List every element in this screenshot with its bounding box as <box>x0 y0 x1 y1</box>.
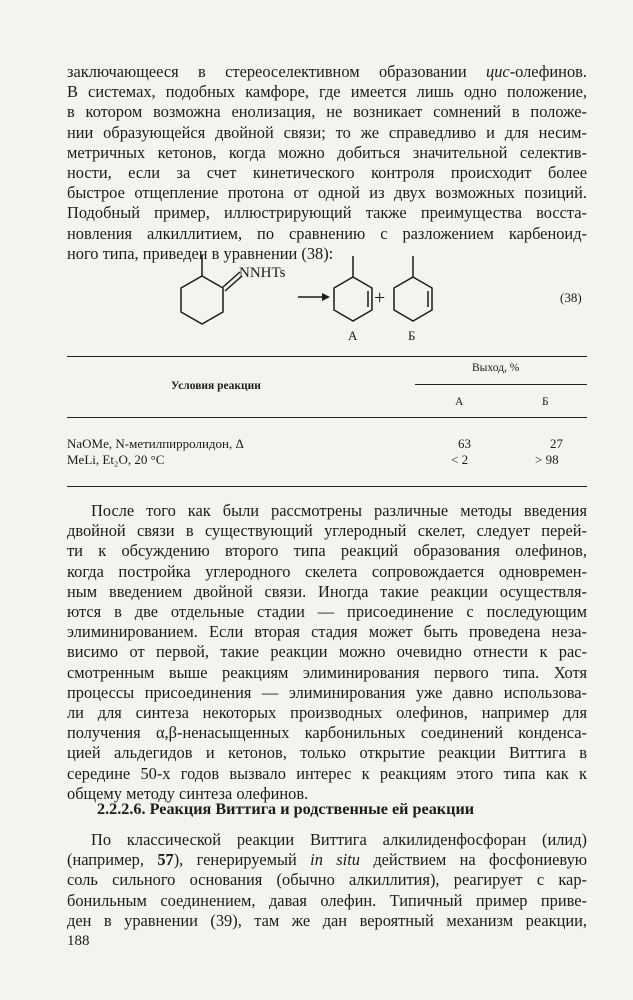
table-top-rule <box>67 356 587 357</box>
row-yield-b: 27 <box>550 436 563 451</box>
text-line: общему методу синтеза олефинов. <box>67 783 309 803</box>
text-line: По классической реакции Виттига алкилиденфосфоран (илид) <box>91 830 587 849</box>
text-line: элиминированием. Если вторая стадия может быть проведена неза- <box>67 622 587 642</box>
yield-header: Выход, % <box>472 362 520 374</box>
row-conditions: MeLi, Et₂O, 20 °C <box>67 452 165 467</box>
text-line: заключающееся в стереоселективном образовании цис-олефинов. <box>67 62 587 81</box>
product-b-label: Б <box>408 328 416 343</box>
text-line: ти к обсуждению второго типа реакций образования олефинов, <box>67 541 587 561</box>
table-row <box>67 452 587 469</box>
section-heading <box>97 800 474 819</box>
table-row <box>67 436 587 453</box>
text-line: когда постройка углеродного скелета сопровождается одновремен- <box>67 561 587 581</box>
paragraph-1 <box>67 62 587 264</box>
text-line: бонильным соединением, давая олефин. Типичный пример приве- <box>67 890 587 910</box>
text-line: соль сильного основания (обычно алкиллития), реагирует с кар- <box>67 870 587 890</box>
text-line: нии образующейся двойной связи; то же справедливо и для несим- <box>67 122 587 142</box>
product-a-label: A <box>348 328 358 343</box>
text-line: ного типа, приведен в уравнении (38): <box>67 243 334 263</box>
text-line: Подобный пример, иллюстрирующий также преимущества восста- <box>67 203 587 223</box>
text-line: метричных кетонов, когда можно добиться значительной селектив- <box>67 142 587 162</box>
product-b-ring <box>394 277 432 321</box>
text-line: ным введением двойной связи. Иногда такие реакции осуществля- <box>67 581 587 601</box>
text-line: середине 50-х годов вызвало интерес к реакциям этого типа как к <box>67 763 587 783</box>
text-line: быстрое отщепление протона от одной из двух возможных позиций. <box>67 183 587 203</box>
row-yield-b: > 98 <box>535 452 559 467</box>
row-conditions: NaOMe, N-метилпирролидон, Δ <box>67 436 244 451</box>
conditions-header: Условия реакции <box>171 380 261 392</box>
text-line: ются в две отдельные стадии — присоединение с последующим <box>67 602 587 622</box>
text-line: в котором возможна енолизация, не возникает сомнений в положе- <box>67 102 587 122</box>
text-line: двойной связи в существующий углеродный скелет, следует перей- <box>67 521 587 541</box>
text-line: В системах, подобных камфоре, где имеется лишь одно положение, <box>67 82 587 102</box>
text-line: После того как были рассмотрены различные методы введения <box>91 501 587 520</box>
text-line: смотренным выше реакциям элиминирования первого типа. Хотя <box>67 662 587 682</box>
row-yield-a: 63 <box>458 436 471 451</box>
page-number: 188 <box>67 933 90 949</box>
reactant-cyclohexane-ring <box>181 276 223 324</box>
paragraph-3 <box>67 830 587 931</box>
text-line: ден в уравнении (39), там же дан вероятный механизм реакции, <box>67 910 587 930</box>
table-bottom-rule <box>67 486 587 487</box>
text-line: висимо от первой, такие реакции можно очевидно отнести к рас- <box>67 642 587 662</box>
row-yield-a: < 2 <box>451 452 469 467</box>
arrow-head <box>322 293 330 301</box>
product-a-ring <box>334 277 372 321</box>
text-line: ности, если за счет кинетического контроля происходит более <box>67 163 587 183</box>
equation-number: (38) <box>560 290 582 305</box>
section-number: 2.2.2.6. <box>97 800 146 818</box>
text-line: процессы присоединения — элиминирования уже давно использова- <box>67 682 587 702</box>
text-line: новления алкиллитием, по сравнению с разложением карбеноид- <box>67 223 587 243</box>
column-a-header: А <box>455 396 464 408</box>
text-line: цией альдегидов и кетонов, только открытие реакции Виттига в <box>67 743 587 763</box>
column-b-header: Б <box>542 396 549 408</box>
table-header-rule <box>67 417 587 418</box>
text-line: получения α,β-ненасыщенных карбонильных соединений конденса- <box>67 723 587 743</box>
reaction-scheme <box>160 243 460 343</box>
text-line: ли для синтеза некоторых производных олефинов, например для <box>67 703 587 723</box>
paragraph-2 <box>67 501 587 804</box>
yield-header-rule <box>415 384 587 385</box>
text-line: (например, 57), генерируемый in situ действием на фосфониевую <box>67 850 588 870</box>
section-title: Реакция Виттига и родственные ей реакции <box>149 800 475 818</box>
plus-sign: + <box>374 287 386 309</box>
reagent-group-label: NNHTs <box>239 265 286 281</box>
